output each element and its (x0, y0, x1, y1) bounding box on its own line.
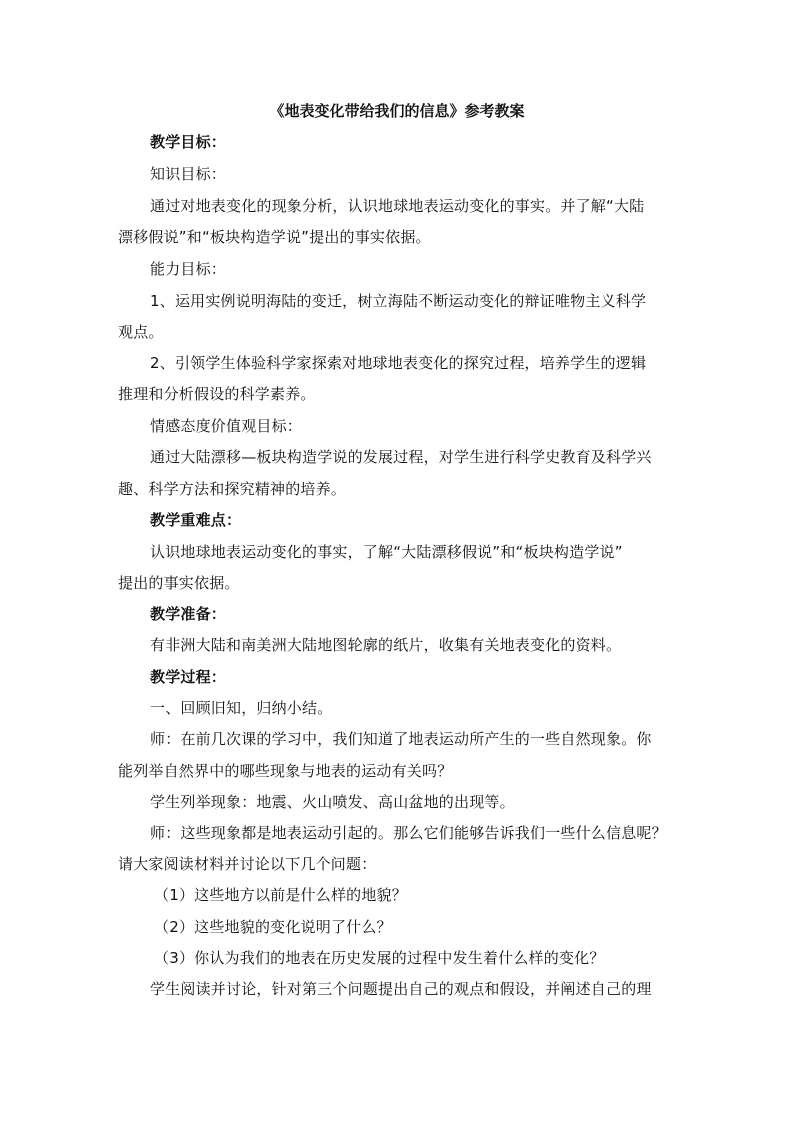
subheading-ability-goals: 能力目标： (150, 260, 227, 278)
heading-process: 教学过程： (150, 668, 227, 686)
question-item: （1）这些地方以前是什么样的地貌？ (154, 886, 407, 904)
paragraph-line: 学生阅读并讨论，针对第三个问题提出自己的观点和假设，并阐述自己的理 (150, 980, 652, 998)
paragraph-line: 1、运用实例说明海陆的变迁，树立海陆不断运动变化的辩证唯物主义科学 (150, 292, 647, 310)
question-item: （2）这些地貌的变化说明了什么？ (154, 918, 392, 936)
paragraph-line: 一、回顾旧知，归纳小结。 (150, 699, 333, 717)
paragraph-line: 请大家阅读材料并讨论以下几个问题： (118, 855, 377, 873)
paragraph-line: 认识地球地表运动变化的事实，了解“大陆漂移假说”和“板块构造学说” (150, 543, 623, 561)
subheading-knowledge-goals: 知识目标： (150, 165, 227, 183)
paragraph-line: 观点。 (118, 323, 164, 341)
paragraph-line: 师：这些现象都是地表运动引起的。那么它们能够告诉我们一些什么信息呢？ (150, 824, 667, 842)
paragraph-line: 学生列举现象：地震、火山喷发、高山盆地的出现等。 (150, 793, 515, 811)
heading-preparation: 教学准备： (150, 605, 227, 623)
paragraph-line: 推理和分析假设的科学素养。 (118, 385, 316, 403)
paragraph-line: 师：在前几次课的学习中，我们知道了地表运动所产生的一些自然现象。你 (150, 730, 652, 748)
paragraph-line: 能列举自然界中的哪些现象与地表的运动有关吗？ (118, 762, 453, 780)
paragraph-line: 提出的事实依据。 (118, 574, 240, 592)
heading-key-points: 教学重难点： (150, 511, 242, 529)
paragraph-line: 通过大陆漂移—板块构造学说的发展过程，对学生进行科学史教育及科学兴 (150, 448, 652, 466)
paragraph-line: 2、引领学生体验科学家探索对地球地表变化的探究过程，培养学生的逻辑 (150, 354, 647, 372)
heading-teaching-goals: 教学目标： (150, 133, 227, 151)
paragraph-line: 通过对地表变化的现象分析，认识地球地表运动变化的事实。并了解“大陆 (150, 197, 645, 215)
question-item: （3）你认为我们的地表在历史发展的过程中发生着什么样的变化？ (154, 949, 605, 967)
paragraph-line: 漂移假说”和“板块构造学说”提出的事实依据。 (118, 228, 431, 246)
subheading-attitude-goals: 情感态度价值观目标： (150, 417, 303, 435)
paragraph-line: 趣、科学方法和探究精神的培养。 (118, 480, 347, 498)
paragraph-line: 有非洲大陆和南美洲大陆地图轮廓的纸片，收集有关地表变化的资料。 (150, 636, 622, 654)
document-title: 《地表变化带给我们的信息》参考教案 (269, 102, 525, 120)
